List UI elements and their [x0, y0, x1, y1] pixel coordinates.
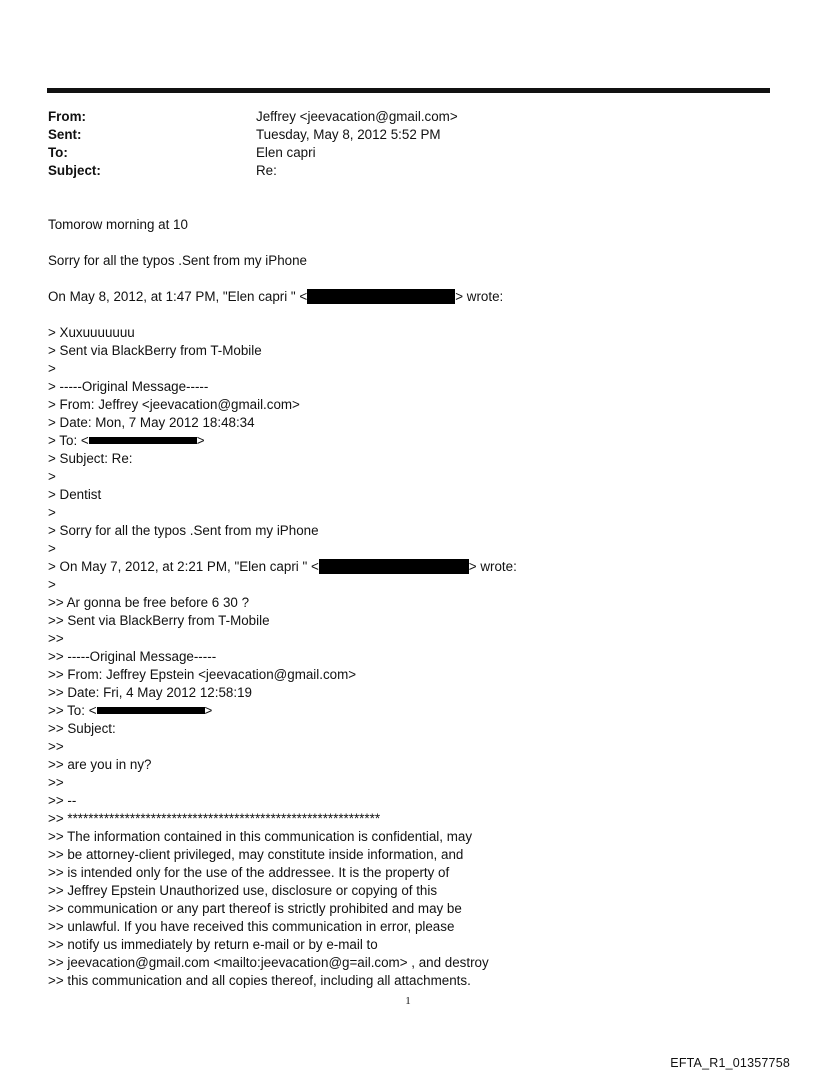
quoted-line: >: [48, 469, 56, 484]
redaction-block: [89, 437, 197, 444]
sent-value: Tuesday, May 8, 2012 5:52 PM: [256, 127, 441, 142]
quoted-line: >>: [48, 775, 64, 790]
quoted-line: >> are you in ny?: [48, 757, 152, 772]
sent-row: [48, 126, 458, 144]
quoted-line: >: [48, 361, 56, 376]
quoted-line: >> unlawful. If you have received this communication in error, please: [48, 919, 455, 934]
quoted-line: [48, 558, 768, 576]
quoted-line: >> be attorney-client privileged, may constitute inside information, and: [48, 847, 464, 862]
quoted-line: >> -----Original Message-----: [48, 649, 217, 664]
quoted-line: >> --: [48, 793, 77, 808]
quoted-to-suffix: >: [204, 703, 213, 718]
to-value: Elen capri: [256, 145, 316, 160]
page-number: 1: [405, 995, 411, 1007]
quoted-line: [48, 702, 768, 720]
quoted-line: >: [48, 577, 56, 592]
bates-number: EFTA_R1_01357758: [670, 1056, 790, 1070]
quoted-line: >> Date: Fri, 4 May 2012 12:58:19: [48, 685, 252, 700]
quoted-line: >> is intended only for the use of the addressee. It is the property of: [48, 865, 450, 880]
reply-intro: [48, 288, 768, 306]
subject-row: [48, 162, 458, 180]
quoted-line: >> The information contained in this communication is confidential, may: [48, 829, 473, 844]
quoted-line: >>: [48, 631, 64, 646]
reply-intro-suffix: > wrote:: [455, 289, 504, 304]
quoted-line: > Dentist: [48, 487, 102, 502]
email-body: [48, 216, 768, 990]
redaction-block: [319, 559, 469, 574]
quoted-line: > Sent via BlackBerry from T-Mobile: [48, 343, 262, 358]
quoted-line: > From: Jeffrey <jeevacation@gmail.com>: [48, 397, 300, 412]
quoted-line: [48, 432, 768, 450]
quoted-line: > -----Original Message-----: [48, 379, 209, 394]
quoted-line: > Sorry for all the typos .Sent from my iPhone: [48, 523, 319, 538]
quoted-reply-prefix: > On May 7, 2012, at 2:21 PM, "Elen capri " <: [48, 559, 319, 574]
quoted-line: >: [48, 541, 56, 556]
quoted-message: [48, 324, 768, 990]
email-header: [48, 108, 458, 180]
quoted-line: >> jeevacation@gmail.com <mailto:jeevacation@g=ail.com> , and destroy: [48, 955, 489, 970]
to-row: [48, 144, 458, 162]
reply-intro-prefix: On May 8, 2012, at 1:47 PM, "Elen capri " <: [48, 289, 308, 304]
quoted-to-prefix: >> To: <: [48, 703, 97, 718]
subject-label: Subject:: [48, 163, 101, 178]
quoted-line: >> From: Jeffrey Epstein <jeevacation@gmail.com>: [48, 667, 357, 682]
from-row: [48, 108, 458, 126]
from-value: Jeffrey <jeevacation@gmail.com>: [256, 109, 458, 124]
sent-label: Sent:: [48, 127, 82, 142]
body-line: Sorry for all the typos .Sent from my iPhone: [48, 253, 307, 268]
quoted-line: >> ************************************************************: [48, 811, 381, 826]
quoted-line: > Subject: Re:: [48, 451, 133, 466]
quoted-line: >> this communication and all copies thereof, including all attachments.: [48, 973, 471, 988]
quoted-line: >: [48, 505, 56, 520]
redaction-block: [97, 707, 205, 714]
redaction-block: [307, 289, 455, 304]
quoted-line: > Date: Mon, 7 May 2012 18:48:34: [48, 415, 255, 430]
quoted-to-prefix: > To: <: [48, 433, 89, 448]
quoted-line: >>: [48, 739, 64, 754]
quoted-line: >> notify us immediately by return e-mail or by e-mail to: [48, 937, 378, 952]
body-line: Tomorow morning at 10: [48, 217, 188, 232]
from-label: From:: [48, 109, 86, 124]
header-divider: [47, 88, 770, 93]
quoted-line: >> Sent via BlackBerry from T-Mobile: [48, 613, 270, 628]
quoted-line: >> Jeffrey Epstein Unauthorized use, disclosure or copying of this: [48, 883, 438, 898]
quoted-line: >> communication or any part thereof is strictly prohibited and may be: [48, 901, 462, 916]
quoted-to-suffix: >: [196, 433, 205, 448]
to-label: To:: [48, 145, 68, 160]
quoted-line: > Xuxuuuuuuu: [48, 325, 135, 340]
subject-value: Re:: [256, 163, 277, 178]
quoted-line: >> Ar gonna be free before 6 30 ?: [48, 595, 250, 610]
quoted-line: >> Subject:: [48, 721, 116, 736]
quoted-reply-suffix: > wrote:: [468, 559, 517, 574]
